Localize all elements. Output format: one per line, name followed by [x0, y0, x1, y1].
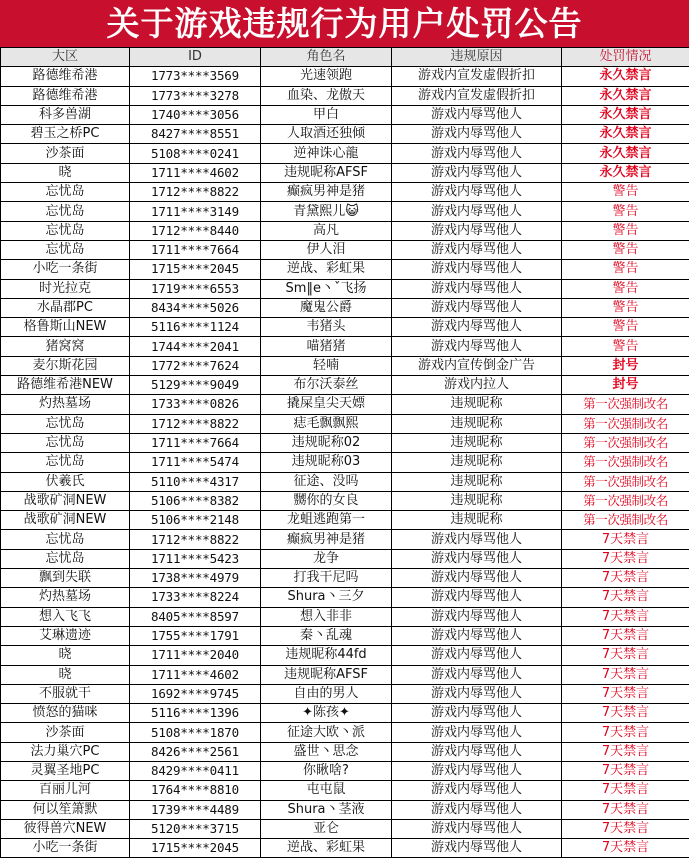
- cell-violation-reason: 游戏内辱骂他人: [392, 742, 562, 761]
- table-row: [1, 144, 689, 163]
- cell-penalty: 7天禁言: [562, 626, 689, 645]
- cell-id: 1711****7664: [130, 433, 261, 452]
- cell-role-name: 血染、龙傲天: [261, 86, 392, 105]
- cell-id: 8427****8551: [130, 125, 261, 144]
- cell-violation-reason: 游戏内辱骂他人: [392, 761, 562, 780]
- cell-violation-reason: 违规昵称: [392, 453, 562, 472]
- cell-region: 战歌矿洞NEW: [1, 511, 130, 530]
- cell-violation-reason: 游戏内拉人: [392, 376, 562, 395]
- cell-region: 小吃一条街: [1, 260, 130, 279]
- cell-role-name: Shura丶茎液: [261, 800, 392, 819]
- cell-region: 忘忧岛: [1, 183, 130, 202]
- cell-violation-reason: 游戏内辱骂他人: [392, 839, 562, 858]
- cell-violation-reason: 游戏内辱骂他人: [392, 723, 562, 742]
- table-row: [1, 607, 689, 626]
- cell-role-name: 逆神诛心龍: [261, 144, 392, 163]
- cell-id: 1744****2041: [130, 337, 261, 356]
- cell-region: 愤怒的猫咪: [1, 704, 130, 723]
- cell-penalty: 7天禁言: [562, 646, 689, 665]
- cell-penalty: 警告: [562, 318, 689, 337]
- cell-role-name: 打我干尼吗: [261, 569, 392, 588]
- cell-role-name: 癫疯男神是猪: [261, 183, 392, 202]
- cell-region: 百丽儿河: [1, 781, 130, 800]
- cell-role-name: Shura丶三夕: [261, 588, 392, 607]
- table-row: [1, 260, 689, 279]
- cell-region: 水晶郡PC: [1, 298, 130, 317]
- cell-violation-reason: 游戏内宣发虚假折扣: [392, 86, 562, 105]
- cell-violation-reason: 游戏内辱骂他人: [392, 183, 562, 202]
- cell-id: 1739****4489: [130, 800, 261, 819]
- cell-role-name: 你瞅啥?: [261, 761, 392, 780]
- cell-region: 小吃一条街: [1, 839, 130, 858]
- cell-penalty: 7天禁言: [562, 800, 689, 819]
- notice-title: 关于游戏违规行为用户处罚公告: [0, 0, 689, 47]
- penalty-table: [0, 47, 689, 858]
- table-row: [1, 819, 689, 838]
- cell-id: 1692****9745: [130, 684, 261, 703]
- cell-violation-reason: 游戏内辱骂他人: [392, 665, 562, 684]
- table-row: [1, 202, 689, 221]
- cell-region: 路德维希港: [1, 86, 130, 105]
- cell-role-name: 征途大欧丶派: [261, 723, 392, 742]
- table-row: [1, 626, 689, 645]
- cell-penalty: 警告: [562, 298, 689, 317]
- cell-id: 8405****8597: [130, 607, 261, 626]
- cell-region: 路德维希港NEW: [1, 376, 130, 395]
- cell-violation-reason: 游戏内辱骂他人: [392, 125, 562, 144]
- cell-id: 1715****2045: [130, 260, 261, 279]
- cell-penalty: 警告: [562, 240, 689, 259]
- cell-violation-reason: 游戏内辱骂他人: [392, 337, 562, 356]
- cell-region: 灵翼圣地PC: [1, 761, 130, 780]
- cell-region: 伏羲氏: [1, 472, 130, 491]
- table-row: [1, 704, 689, 723]
- cell-id: 5120****3715: [130, 819, 261, 838]
- cell-id: 1712****8822: [130, 183, 261, 202]
- cell-role-name: 秦丶乱魂: [261, 626, 392, 645]
- table-row: [1, 742, 689, 761]
- cell-id: 8429****0411: [130, 761, 261, 780]
- header-id: ID: [130, 48, 261, 67]
- table-row: [1, 433, 689, 452]
- cell-penalty: 第一次强制改名: [562, 395, 689, 414]
- cell-id: 1711****4602: [130, 665, 261, 684]
- cell-penalty: 7天禁言: [562, 761, 689, 780]
- cell-role-name: 光速领跑: [261, 67, 392, 86]
- cell-id: 5116****1396: [130, 704, 261, 723]
- cell-violation-reason: 游戏内辱骂他人: [392, 202, 562, 221]
- cell-region: 艾琳遗迹: [1, 626, 130, 645]
- cell-penalty: 第一次强制改名: [562, 453, 689, 472]
- cell-region: 时光拉克: [1, 279, 130, 298]
- cell-violation-reason: 游戏内辱骂他人: [392, 549, 562, 568]
- cell-violation-reason: 游戏内辱骂他人: [392, 646, 562, 665]
- cell-role-name: 青黛熙儿😺: [261, 202, 392, 221]
- cell-id: 1711****5474: [130, 453, 261, 472]
- cell-region: 路德维希港: [1, 67, 130, 86]
- table-row: [1, 395, 689, 414]
- table-row: [1, 549, 689, 568]
- table-row: [1, 318, 689, 337]
- cell-role-name: 违规昵称03: [261, 453, 392, 472]
- cell-penalty: 第一次强制改名: [562, 472, 689, 491]
- cell-violation-reason: 游戏内辱骂他人: [392, 318, 562, 337]
- cell-region: 科多兽湖: [1, 105, 130, 124]
- table-row: [1, 356, 689, 375]
- cell-role-name: 违规昵称AFSF: [261, 163, 392, 182]
- cell-id: 1755****1791: [130, 626, 261, 645]
- cell-id: 1711****2040: [130, 646, 261, 665]
- cell-penalty: 7天禁言: [562, 723, 689, 742]
- cell-id: 1733****8224: [130, 588, 261, 607]
- cell-violation-reason: 游戏内辱骂他人: [392, 607, 562, 626]
- cell-id: 8434****5026: [130, 298, 261, 317]
- table-row: [1, 163, 689, 182]
- cell-penalty: 7天禁言: [562, 684, 689, 703]
- cell-penalty: 永久禁言: [562, 163, 689, 182]
- cell-penalty: 7天禁言: [562, 549, 689, 568]
- table-body: [1, 67, 689, 858]
- table-row: [1, 298, 689, 317]
- header-role-name: 角色名: [261, 48, 392, 67]
- table-row: [1, 646, 689, 665]
- cell-violation-reason: 违规昵称: [392, 491, 562, 510]
- cell-penalty: 7天禁言: [562, 569, 689, 588]
- table-row: [1, 240, 689, 259]
- table-row: [1, 723, 689, 742]
- cell-role-name: 征途、没吗: [261, 472, 392, 491]
- cell-region: 飘到失联: [1, 569, 130, 588]
- cell-penalty: 警告: [562, 202, 689, 221]
- cell-violation-reason: 游戏内辱骂他人: [392, 105, 562, 124]
- cell-violation-reason: 游戏内辱骂他人: [392, 626, 562, 645]
- cell-region: 灼热墓场: [1, 395, 130, 414]
- cell-region: 忘忧岛: [1, 202, 130, 221]
- cell-role-name: 想入非非: [261, 607, 392, 626]
- cell-role-name: 布尔沃泰丝: [261, 376, 392, 395]
- cell-id: 5108****1870: [130, 723, 261, 742]
- cell-violation-reason: 违规昵称: [392, 395, 562, 414]
- cell-region: 晓: [1, 665, 130, 684]
- table-row: [1, 67, 689, 86]
- cell-id: 1740****3056: [130, 105, 261, 124]
- table-row: [1, 376, 689, 395]
- cell-id: 1712****8822: [130, 530, 261, 549]
- cell-violation-reason: 游戏内辱骂他人: [392, 819, 562, 838]
- table-row: [1, 125, 689, 144]
- cell-penalty: 永久禁言: [562, 86, 689, 105]
- cell-id: 1773****3569: [130, 67, 261, 86]
- cell-id: 1733****0826: [130, 395, 261, 414]
- cell-penalty: 警告: [562, 183, 689, 202]
- cell-violation-reason: 游戏内辱骂他人: [392, 163, 562, 182]
- cell-id: 1711****4602: [130, 163, 261, 182]
- cell-region: 想入飞飞: [1, 607, 130, 626]
- cell-role-name: 喵猪猪: [261, 337, 392, 356]
- table-row: [1, 781, 689, 800]
- cell-violation-reason: 游戏内辱骂他人: [392, 704, 562, 723]
- table-row: [1, 86, 689, 105]
- cell-id: 1711****5423: [130, 549, 261, 568]
- cell-violation-reason: 游戏内辱骂他人: [392, 144, 562, 163]
- cell-penalty: 警告: [562, 337, 689, 356]
- cell-region: 何以笙箫默: [1, 800, 130, 819]
- cell-region: 沙茶面: [1, 144, 130, 163]
- cell-id: 5108****0241: [130, 144, 261, 163]
- cell-region: 彼得兽穴NEW: [1, 819, 130, 838]
- cell-role-name: 逆战、彩虹果: [261, 260, 392, 279]
- cell-violation-reason: 游戏内宣发虚假折扣: [392, 67, 562, 86]
- cell-role-name: 轻喃: [261, 356, 392, 375]
- cell-violation-reason: 违规昵称: [392, 472, 562, 491]
- table-row: [1, 588, 689, 607]
- cell-region: 忘忧岛: [1, 433, 130, 452]
- table-row: [1, 839, 689, 858]
- table-row: [1, 453, 689, 472]
- cell-id: 1773****3278: [130, 86, 261, 105]
- table-row: [1, 221, 689, 240]
- cell-id: 1764****8810: [130, 781, 261, 800]
- cell-id: 1738****4979: [130, 569, 261, 588]
- cell-penalty: 7天禁言: [562, 781, 689, 800]
- cell-role-name: 违规昵称AFSF: [261, 665, 392, 684]
- cell-penalty: 永久禁言: [562, 144, 689, 163]
- table-row: [1, 183, 689, 202]
- cell-region: 猪窝窝: [1, 337, 130, 356]
- cell-penalty: 7天禁言: [562, 607, 689, 626]
- cell-id: 8426****2561: [130, 742, 261, 761]
- table-row: [1, 569, 689, 588]
- cell-violation-reason: 游戏内辱骂他人: [392, 569, 562, 588]
- cell-role-name: 盛世丶思念: [261, 742, 392, 761]
- cell-region: 忘忧岛: [1, 414, 130, 433]
- cell-penalty: 第一次强制改名: [562, 511, 689, 530]
- cell-region: 沙茶面: [1, 723, 130, 742]
- cell-violation-reason: 违规昵称: [392, 433, 562, 452]
- cell-role-name: 癫疯男神是猪: [261, 530, 392, 549]
- table-row: [1, 105, 689, 124]
- cell-region: 麦尔斯花园: [1, 356, 130, 375]
- cell-penalty: 永久禁言: [562, 125, 689, 144]
- cell-violation-reason: 违规昵称: [392, 511, 562, 530]
- cell-role-name: 魔鬼公爵: [261, 298, 392, 317]
- cell-id: 5106****8382: [130, 491, 261, 510]
- cell-penalty: 7天禁言: [562, 665, 689, 684]
- cell-id: 1712****8440: [130, 221, 261, 240]
- header-violation-reason: 违规原因: [392, 48, 562, 67]
- cell-violation-reason: 游戏内辱骂他人: [392, 781, 562, 800]
- cell-role-name: 痣毛飘飘熙: [261, 414, 392, 433]
- cell-region: 忘忧岛: [1, 453, 130, 472]
- cell-violation-reason: 违规昵称: [392, 414, 562, 433]
- table-row: [1, 665, 689, 684]
- cell-penalty: 警告: [562, 279, 689, 298]
- cell-violation-reason: 游戏内辱骂他人: [392, 298, 562, 317]
- cell-penalty: 7天禁言: [562, 819, 689, 838]
- cell-role-name: 亚仑: [261, 819, 392, 838]
- cell-id: 1715****2045: [130, 839, 261, 858]
- cell-id: 5106****2148: [130, 511, 261, 530]
- cell-penalty: 7天禁言: [562, 530, 689, 549]
- cell-region: 忘忧岛: [1, 240, 130, 259]
- cell-role-name: 龙蛆逃跑第一: [261, 511, 392, 530]
- cell-id: 1711****3149: [130, 202, 261, 221]
- cell-role-name: 龙争: [261, 549, 392, 568]
- cell-role-name: ✦陈孩✦: [261, 704, 392, 723]
- cell-role-name: 屯屯鼠: [261, 781, 392, 800]
- cell-role-name: Sm‖e丶ˇ飞扬: [261, 279, 392, 298]
- cell-penalty: 封号: [562, 376, 689, 395]
- cell-role-name: 嬲你的女良: [261, 491, 392, 510]
- cell-role-name: 违规昵称02: [261, 433, 392, 452]
- cell-role-name: 违规昵称44fd: [261, 646, 392, 665]
- cell-penalty: 警告: [562, 260, 689, 279]
- cell-violation-reason: 游戏内辱骂他人: [392, 530, 562, 549]
- cell-violation-reason: 游戏内辱骂他人: [392, 279, 562, 298]
- cell-id: 1712****8822: [130, 414, 261, 433]
- cell-penalty: 第一次强制改名: [562, 414, 689, 433]
- cell-region: 晓: [1, 163, 130, 182]
- cell-id: 1772****7624: [130, 356, 261, 375]
- table-row: [1, 279, 689, 298]
- cell-violation-reason: 游戏内辱骂他人: [392, 221, 562, 240]
- cell-region: 晓: [1, 646, 130, 665]
- cell-penalty: 7天禁言: [562, 839, 689, 858]
- cell-role-name: 高凡: [261, 221, 392, 240]
- table-row: [1, 491, 689, 510]
- cell-penalty: 7天禁言: [562, 742, 689, 761]
- cell-violation-reason: 游戏内辱骂他人: [392, 800, 562, 819]
- table-row: [1, 414, 689, 433]
- cell-region: 忘忧岛: [1, 221, 130, 240]
- cell-id: 5116****1124: [130, 318, 261, 337]
- cell-role-name: 甲白: [261, 105, 392, 124]
- cell-penalty: 7天禁言: [562, 588, 689, 607]
- cell-role-name: 撬屎皇尖天嫖: [261, 395, 392, 414]
- cell-region: 忘忧岛: [1, 530, 130, 549]
- cell-region: 战歌矿洞NEW: [1, 491, 130, 510]
- cell-role-name: 人取酒还独倾: [261, 125, 392, 144]
- table-header-row: [1, 48, 689, 67]
- cell-penalty: 永久禁言: [562, 67, 689, 86]
- cell-region: 不服就干: [1, 684, 130, 703]
- table-row: [1, 511, 689, 530]
- cell-region: 忘忧岛: [1, 549, 130, 568]
- cell-penalty: 7天禁言: [562, 704, 689, 723]
- cell-violation-reason: 游戏内辱骂他人: [392, 260, 562, 279]
- cell-violation-reason: 游戏内辱骂他人: [392, 684, 562, 703]
- cell-role-name: 伊人泪: [261, 240, 392, 259]
- cell-violation-reason: 游戏内辱骂他人: [392, 240, 562, 259]
- table-row: [1, 800, 689, 819]
- cell-region: 法力巢穴PC: [1, 742, 130, 761]
- cell-penalty: 第一次强制改名: [562, 433, 689, 452]
- cell-penalty: 永久禁言: [562, 105, 689, 124]
- cell-id: 5110****4317: [130, 472, 261, 491]
- cell-role-name: 自由的男人: [261, 684, 392, 703]
- cell-violation-reason: 游戏内辱骂他人: [392, 588, 562, 607]
- cell-region: 格鲁斯山NEW: [1, 318, 130, 337]
- cell-id: 1719****6553: [130, 279, 261, 298]
- header-penalty: 处罚情况: [562, 48, 689, 67]
- table-row: [1, 761, 689, 780]
- table-row: [1, 472, 689, 491]
- cell-penalty: 警告: [562, 221, 689, 240]
- cell-penalty: 封号: [562, 356, 689, 375]
- cell-region: 碧玉之桥PC: [1, 125, 130, 144]
- cell-role-name: 韦猪头: [261, 318, 392, 337]
- cell-id: 5129****9049: [130, 376, 261, 395]
- cell-region: 灼热墓场: [1, 588, 130, 607]
- table-row: [1, 337, 689, 356]
- cell-penalty: 第一次强制改名: [562, 491, 689, 510]
- cell-id: 1711****7664: [130, 240, 261, 259]
- cell-violation-reason: 游戏内宣传倒金广告: [392, 356, 562, 375]
- header-region: 大区: [1, 48, 130, 67]
- table-row: [1, 684, 689, 703]
- table-row: [1, 530, 689, 549]
- cell-role-name: 逆战、彩虹果: [261, 839, 392, 858]
